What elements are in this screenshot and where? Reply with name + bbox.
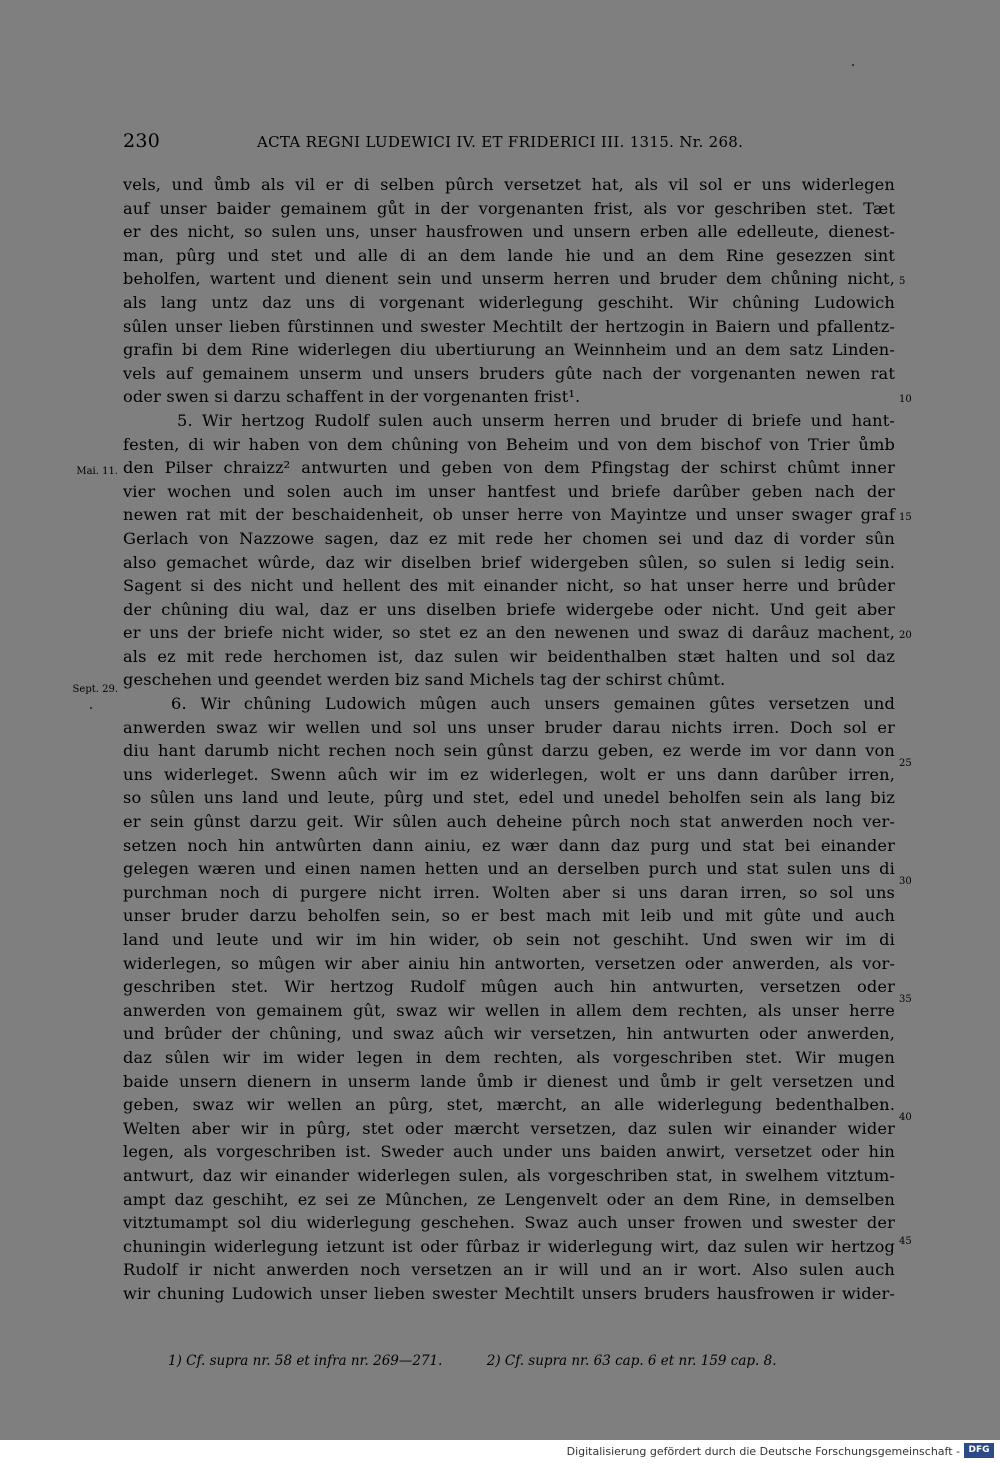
page-header	[123, 130, 893, 156]
text-line: widerlegen, so mûgen wir aber ainiu hin antworten, versetzen oder anwerden, als vor-	[123, 953, 895, 973]
text-line: anwerden swaz wir wellen und sol uns unser bruder darau nichts irren. Doch sol er	[123, 717, 895, 737]
text-line: er des nicht, so sulen uns, unser hausfrowen und unsern erben alle edelleute, dienest-	[123, 222, 895, 242]
text-line: geben, swaz wir wellen an pûrg, stet, mærcht, an alle widerlegung bedenthalben.	[123, 1095, 895, 1115]
page-number: 230	[123, 130, 161, 152]
text-line: ampt daz geschiht, ez sei ze Mûnchen, ze Lengenvelt oder an dem Rine, in demselben	[123, 1189, 895, 1209]
line-number: 5	[899, 276, 906, 287]
text-line: sûlen unser lieben fûrstinnen und swester Mechtilt der hertzogin in Baiern und pfallentz-	[123, 316, 895, 336]
text-line: antwurt, daz wir einander widerlegen sulen, als vorgeschriben stat, in swelhem vitztum-	[123, 1165, 895, 1185]
text-line: legen, als vorgeschriben ist. Sweder auch under uns baiden anwirt, versetzet oder hin	[123, 1142, 895, 1162]
text-line: beholfen, wartent und dienent sein und unserm herren und bruder dem chůning nicht,	[123, 269, 895, 289]
text-line: festen, di wir haben von dem chûning von Beheim und von dem bischof von Trier ůmb	[123, 434, 895, 454]
text-line: also gemachet wûrde, daz wir diselben brief widergeben sûlen, so sulen si ledig sein.	[123, 552, 895, 572]
text-line: daz sûlen wir im wider legen in dem rechten, als vorgeschriben stet. Wir mugen	[123, 1047, 895, 1067]
text-line: vels auf gemainem unserm und unsers bruders gûte nach der vorgenanten newen rat	[123, 363, 895, 383]
text-line: diu hant darumb nicht rechen noch sein gûnst darzu geben, ez werde im vor dann von	[123, 741, 895, 761]
text-line: chuningin widerlegung ietzunt ist oder fûrbaz ir widerlegung wirt, daz sulen wir hertzog	[123, 1236, 895, 1256]
footnote-1: 1) Cf. supra nr. 58 et infra nr. 269—271.	[168, 1353, 443, 1369]
line-number: 30	[899, 876, 912, 887]
line-number: 20	[899, 630, 912, 641]
text-line: anwerden von gemainem gût, swaz wir wellen in allem dem rechten, als unser herre	[123, 1000, 895, 1020]
text-line: man, pûrg und stet und alle di an dem lande hie und an dem Rine gesezzen sint	[123, 245, 895, 265]
text-line: baide unsern dienern in unserm lande ůmb ir dienest und ůmb ir gelt versetzen und	[123, 1071, 895, 1091]
margin-date: Sept. 29.	[72, 684, 118, 695]
paragraph-start: 6. Wir chûning Ludowich mûgen auch unsers gemainen gûtes versetzen und	[171, 694, 895, 714]
text-line: geschriben stet. Wir hertzog Rudolf mûgen auch hin antwurten, versetzen oder	[123, 977, 895, 997]
text-line: vier wochen und solen auch im unser hantfest und briefe darûber geben nach der	[123, 481, 895, 501]
line-number: 45	[899, 1236, 912, 1247]
text-line: purchman noch di purgere nicht irren. Wolten aber si uns daran irren, so sol uns	[123, 882, 895, 902]
text-line: land und leute und wir im hin wider, ob sein not geschiht. Und swen wir im di	[123, 930, 895, 949]
text-line: grafin bi dem Rine widerlegen diu ubertiurung an Weinnheim und an dem satz Linden-	[123, 340, 895, 360]
scan-speck	[852, 64, 854, 66]
text-line: der chûning diu wal, daz er uns diselben briefe widergebe oder nicht. Und geit aber	[123, 599, 895, 619]
dfg-logo: DFG	[964, 1443, 994, 1458]
text-line: als lang untz daz uns di vorgenant widerlegung geschiht. Wir chûning Ludowich	[123, 292, 895, 312]
running-title: ACTA REGNI LUDEWICI IV. ET FRIDERICI III. 1315. Nr. 268.	[257, 133, 744, 151]
text-line: vels, und ůmb als vil er di selben pûrch versetzet hat, als vil sol er uns widerlegen	[123, 175, 895, 194]
text-line: Welten aber wir in pûrg, stet oder mærcht versetzen, daz sulen wir einander wider	[123, 1118, 895, 1138]
text-line: er sein gûnst darzu geit. Wir sûlen auch deheine pûrch noch stat anwerden noch ver-	[123, 812, 895, 832]
main-text	[123, 173, 895, 1306]
line-number: 25	[899, 758, 912, 769]
text-line: geschehen und geendet werden biz sand Michels tag der schirst chûmt.	[123, 670, 726, 690]
text-line: gelegen wæren und einen namen hetten und an derselben purch und stat sulen uns di	[123, 859, 895, 879]
text-line: Rudolf ir nicht anwerden noch versetzen an ir will und an ir wort. Also sulen auch	[123, 1260, 895, 1280]
text-line: uns widerleget. Swenn aûch wir im ez widerlegen, wolt er uns dann darûber irren,	[123, 764, 895, 784]
text-line: wir chuning Ludowich unser lieben swester Mechtilt unsers bruders hausfrowen ir wider-	[123, 1283, 895, 1303]
line-number: 10	[899, 394, 912, 405]
line-number: 40	[899, 1112, 912, 1123]
footnotes	[168, 1353, 868, 1369]
text-line: newen rat mit der beschaidenheit, ob unser herre von Mayintze und unser swager graf	[123, 505, 895, 525]
paragraph-start: 5. Wir hertzog Rudolf sulen auch unserm herren und bruder di briefe und hant-	[177, 410, 895, 430]
text-line: Sagent si des nicht und hellent des mit einander nicht, so hat unser herre und brûder	[123, 576, 895, 596]
text-line: setzen noch hin antwûrten dann ainiu, ez wær dann daz purg und stat bei einander	[123, 835, 895, 855]
text-line: auf unser baider gemainem gůt in der vorgenanten frist, als vor geschriben stet. Tæt	[123, 198, 895, 218]
text-line: den Pilser chraizz² antwurten und geben von dem Pfingstag der schirst chûmt inner	[123, 458, 895, 478]
text-line: als ez mit rede herchomen ist, daz sulen wir beidenthalben stæt halten und sol daz	[123, 646, 895, 666]
line-number: 15	[899, 512, 912, 523]
text-line: unser bruder darzu beholfen sein, so er best mach mit leib und mit gûte und auch	[123, 906, 895, 926]
scan-speck	[90, 707, 92, 709]
text-line: oder swen si darzu schaffent in der vorgenanten frist¹.	[123, 387, 581, 407]
line-number: 35	[899, 994, 912, 1005]
digitization-bar	[0, 1440, 1000, 1463]
digitization-notice: Digitalisierung gefördert durch die Deutsche Forschungsgemeinschaft -	[566, 1445, 960, 1458]
text-line: Gerlach von Nazzowe sagen, daz ez mit rede her chomen sei und daz di vorder sûn	[123, 528, 895, 548]
footnote-2: 2) Cf. supra nr. 63 cap. 6 et nr. 159 cap. 8.	[486, 1353, 777, 1369]
margin-date: Mai. 11.	[76, 466, 118, 477]
text-line: er uns der briefe nicht wider, so stet ez an den newenen und swaz di darâuz machent,	[123, 623, 895, 643]
text-line: und brûder der chûning, und swaz aûch wir versetzen, hin antwurten oder anwerden,	[123, 1024, 895, 1044]
text-line: vitztumampt sol diu widerlegung geschehen. Swaz auch unser frowen und swester der	[123, 1213, 895, 1233]
text-line: so sûlen uns land und leute, pûrg und stet, edel und unedel beholfen sein als lang biz	[123, 788, 895, 808]
